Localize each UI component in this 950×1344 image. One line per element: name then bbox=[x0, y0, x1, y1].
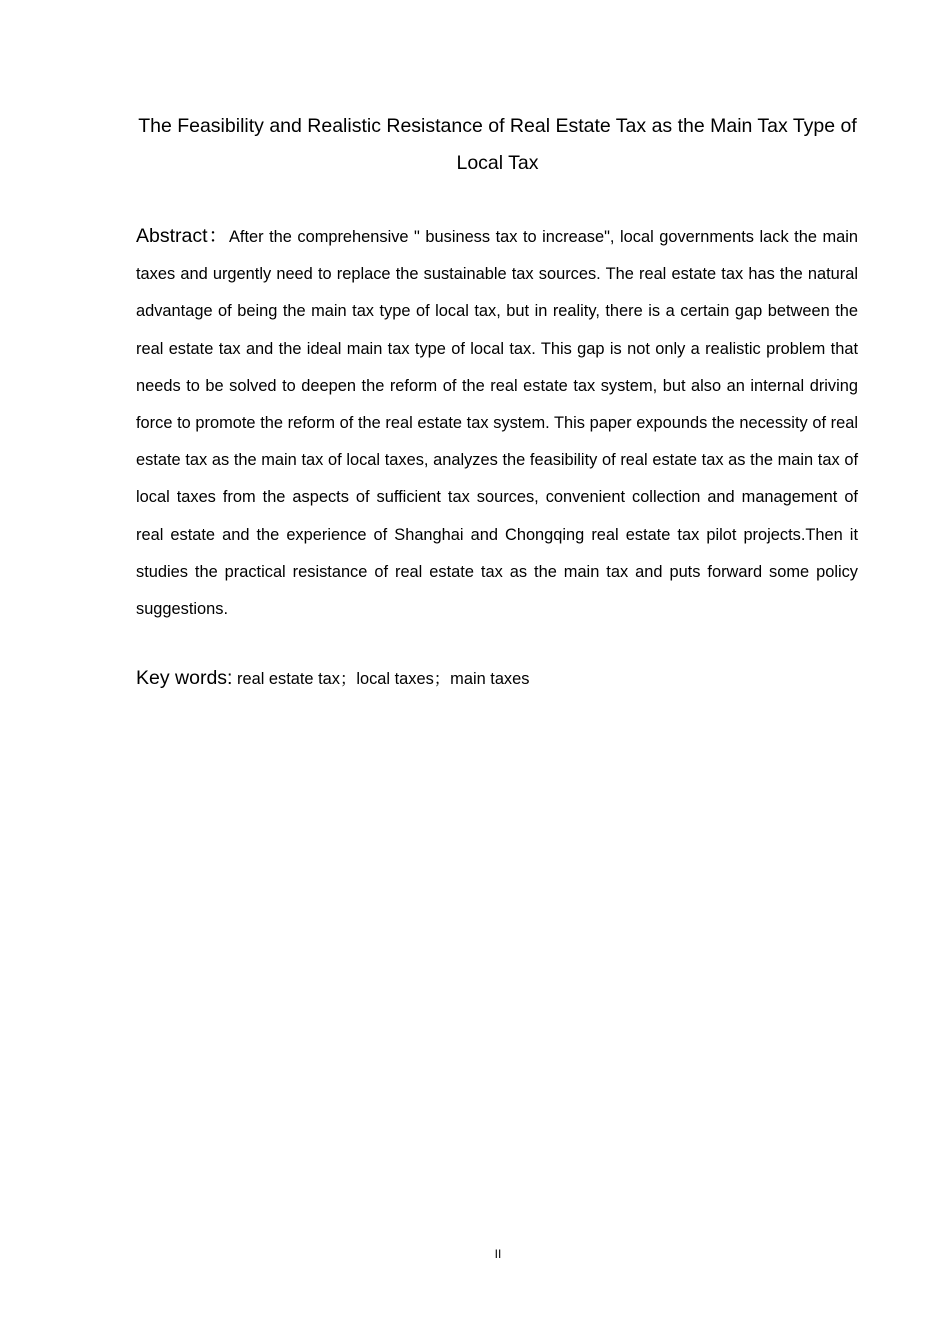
page-number: II bbox=[494, 1247, 502, 1261]
keywords-label: Key words: bbox=[136, 667, 233, 689]
abstract-label: Abstract： bbox=[136, 225, 229, 247]
keywords-text: real estate tax；local taxes；main taxes bbox=[232, 670, 530, 688]
keywords-line bbox=[136, 660, 858, 698]
abstract-paragraph bbox=[136, 218, 858, 628]
paper-title: The Feasibility and Realistic Resistance of Real Estate Tax as the Main Tax Type of Local Tax bbox=[138, 115, 857, 174]
abstract-text: After the comprehensive " business tax to increase", local governments lack the main taxes and urgently need to replace the sustainable tax sources. The real estate tax has the natural advantage of being the main tax type of local tax, but in reality, there is a certain gap between the real estate tax and the ideal main tax type of local tax. This gap is not only a realistic problem that needs to be solved to deepen the reform of the real estate tax system, but also an internal driving force to promote the reform of the real estate tax system. This paper expounds the necessity of real estate tax as the main tax of local taxes, analyzes the feasibility of real estate tax as the main tax of local taxes from the aspects of sufficient tax sources, convenient collection and management of real estate and the experience of Shanghai and Chongqing real estate tax pilot projects.Then it studies the practical resistance of real estate tax as the main tax and puts forward some policy suggestions. bbox=[136, 228, 858, 619]
